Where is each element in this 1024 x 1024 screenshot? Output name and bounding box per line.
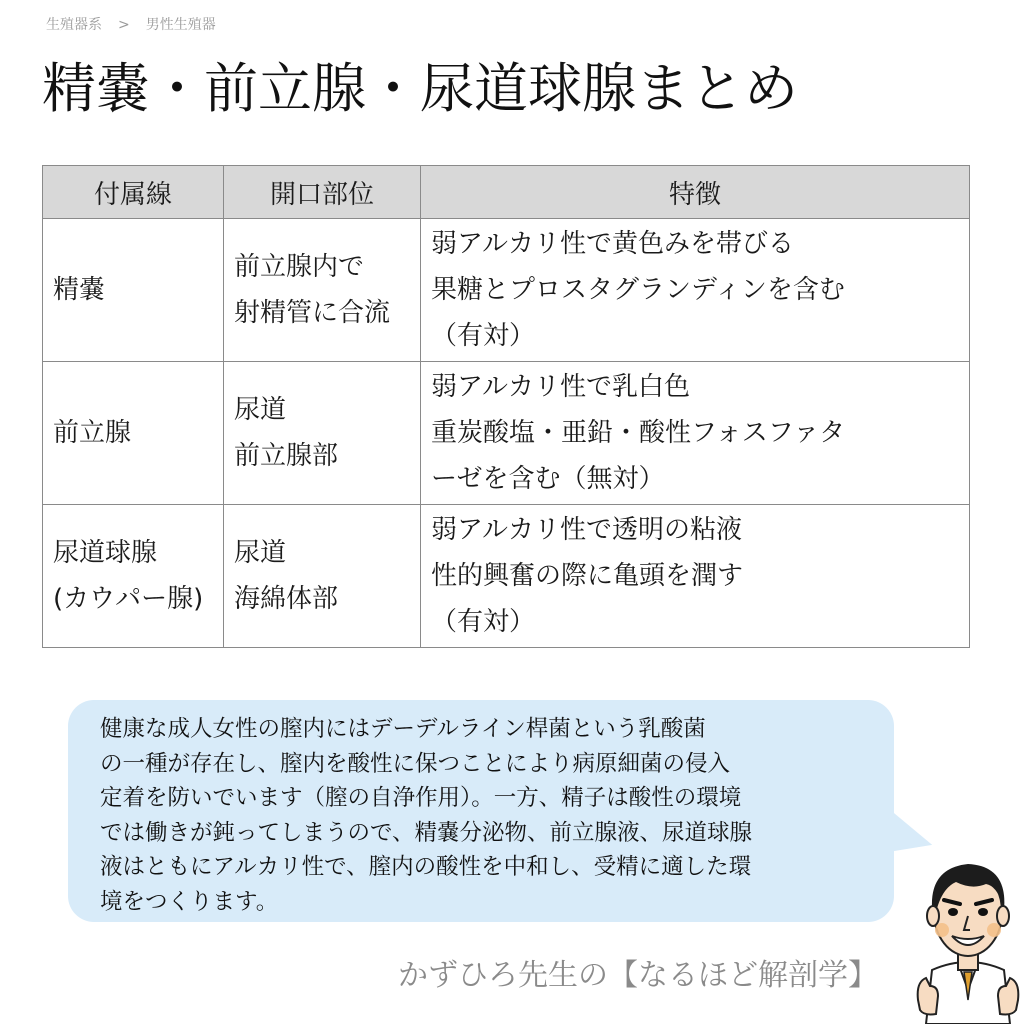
cell-gland (43, 219, 224, 362)
breadcrumb (46, 14, 216, 34)
cell-features (421, 505, 970, 648)
feature-line: 弱アルカリ性で黄色みを帯びる (431, 229, 794, 259)
note-line: 定着を防いでいます（膣の自浄作用）。一方、精子は酸性の環境 (100, 785, 742, 812)
note-line: 健康な成人女性の膣内にはデーデルライン桿菌という乳酸菌 (100, 716, 706, 742)
note-line: 境をつくります。 (100, 888, 279, 915)
feature-line: 性的興奮の際に亀頭を潤す (431, 561, 744, 591)
feature-line: 重炭酸塩・亜鉛・酸性フォスファタ (431, 418, 846, 448)
header-gland: 付属線 (43, 166, 224, 219)
cell-opening (224, 219, 421, 362)
breadcrumb-current: 男性生殖器 (145, 17, 216, 33)
opening-line: 前立腺内で (234, 252, 365, 282)
explanation-speech-bubble (68, 700, 894, 922)
table-row (43, 505, 970, 648)
gland-alias: (カウパー腺) (53, 584, 204, 614)
feature-line: 果糖とプロスタグランディンを含む (431, 275, 845, 305)
header-opening: 開口部位 (224, 166, 421, 219)
feature-line: ーゼを含む（無対） (431, 464, 665, 494)
gland-name: 精嚢 (53, 275, 106, 305)
opening-line: 尿道 (234, 395, 287, 425)
breadcrumb-parent[interactable]: 生殖器系 (46, 17, 102, 33)
cell-opening (224, 505, 421, 648)
cell-features (421, 362, 970, 505)
cell-features (421, 219, 970, 362)
note-line: の一種が存在し、膣内を酸性に保つことにより病原細菌の侵入 (100, 750, 731, 777)
opening-line: 前立腺部 (234, 441, 339, 471)
cell-gland (43, 362, 224, 505)
feature-line: （有対） (431, 607, 536, 637)
feature-line: 弱アルカリ性で透明の粘液 (431, 515, 742, 545)
breadcrumb-separator: > (118, 17, 130, 33)
credit-text: かずひろ先生の【なるほど解剖学】 (398, 958, 878, 993)
feature-line: 弱アルカリ性で乳白色 (431, 372, 690, 402)
cell-opening (224, 362, 421, 505)
page-title: 精嚢・前立腺・尿道球腺まとめ (42, 57, 798, 120)
table-header-row (43, 166, 970, 219)
doctor-avatar-illustration (912, 850, 1024, 1024)
opening-line: 射精管に合流 (234, 298, 391, 328)
table-row (43, 362, 970, 505)
note-line: 液はともにアルカリ性で、膣内の酸性を中和し、受精に適した環 (100, 854, 752, 881)
table-row (43, 219, 970, 362)
header-features: 特徴 (421, 166, 970, 219)
cell-gland (43, 505, 224, 648)
summary-table (42, 165, 970, 648)
opening-line: 尿道 (234, 538, 287, 568)
opening-line: 海綿体部 (234, 584, 339, 614)
gland-name: 前立腺 (53, 418, 132, 448)
feature-line: （有対） (431, 321, 536, 351)
note-line: では働きが鈍ってしまうので、精嚢分泌物、前立腺液、尿道球腺 (100, 819, 753, 846)
gland-name: 尿道球腺 (53, 538, 158, 568)
